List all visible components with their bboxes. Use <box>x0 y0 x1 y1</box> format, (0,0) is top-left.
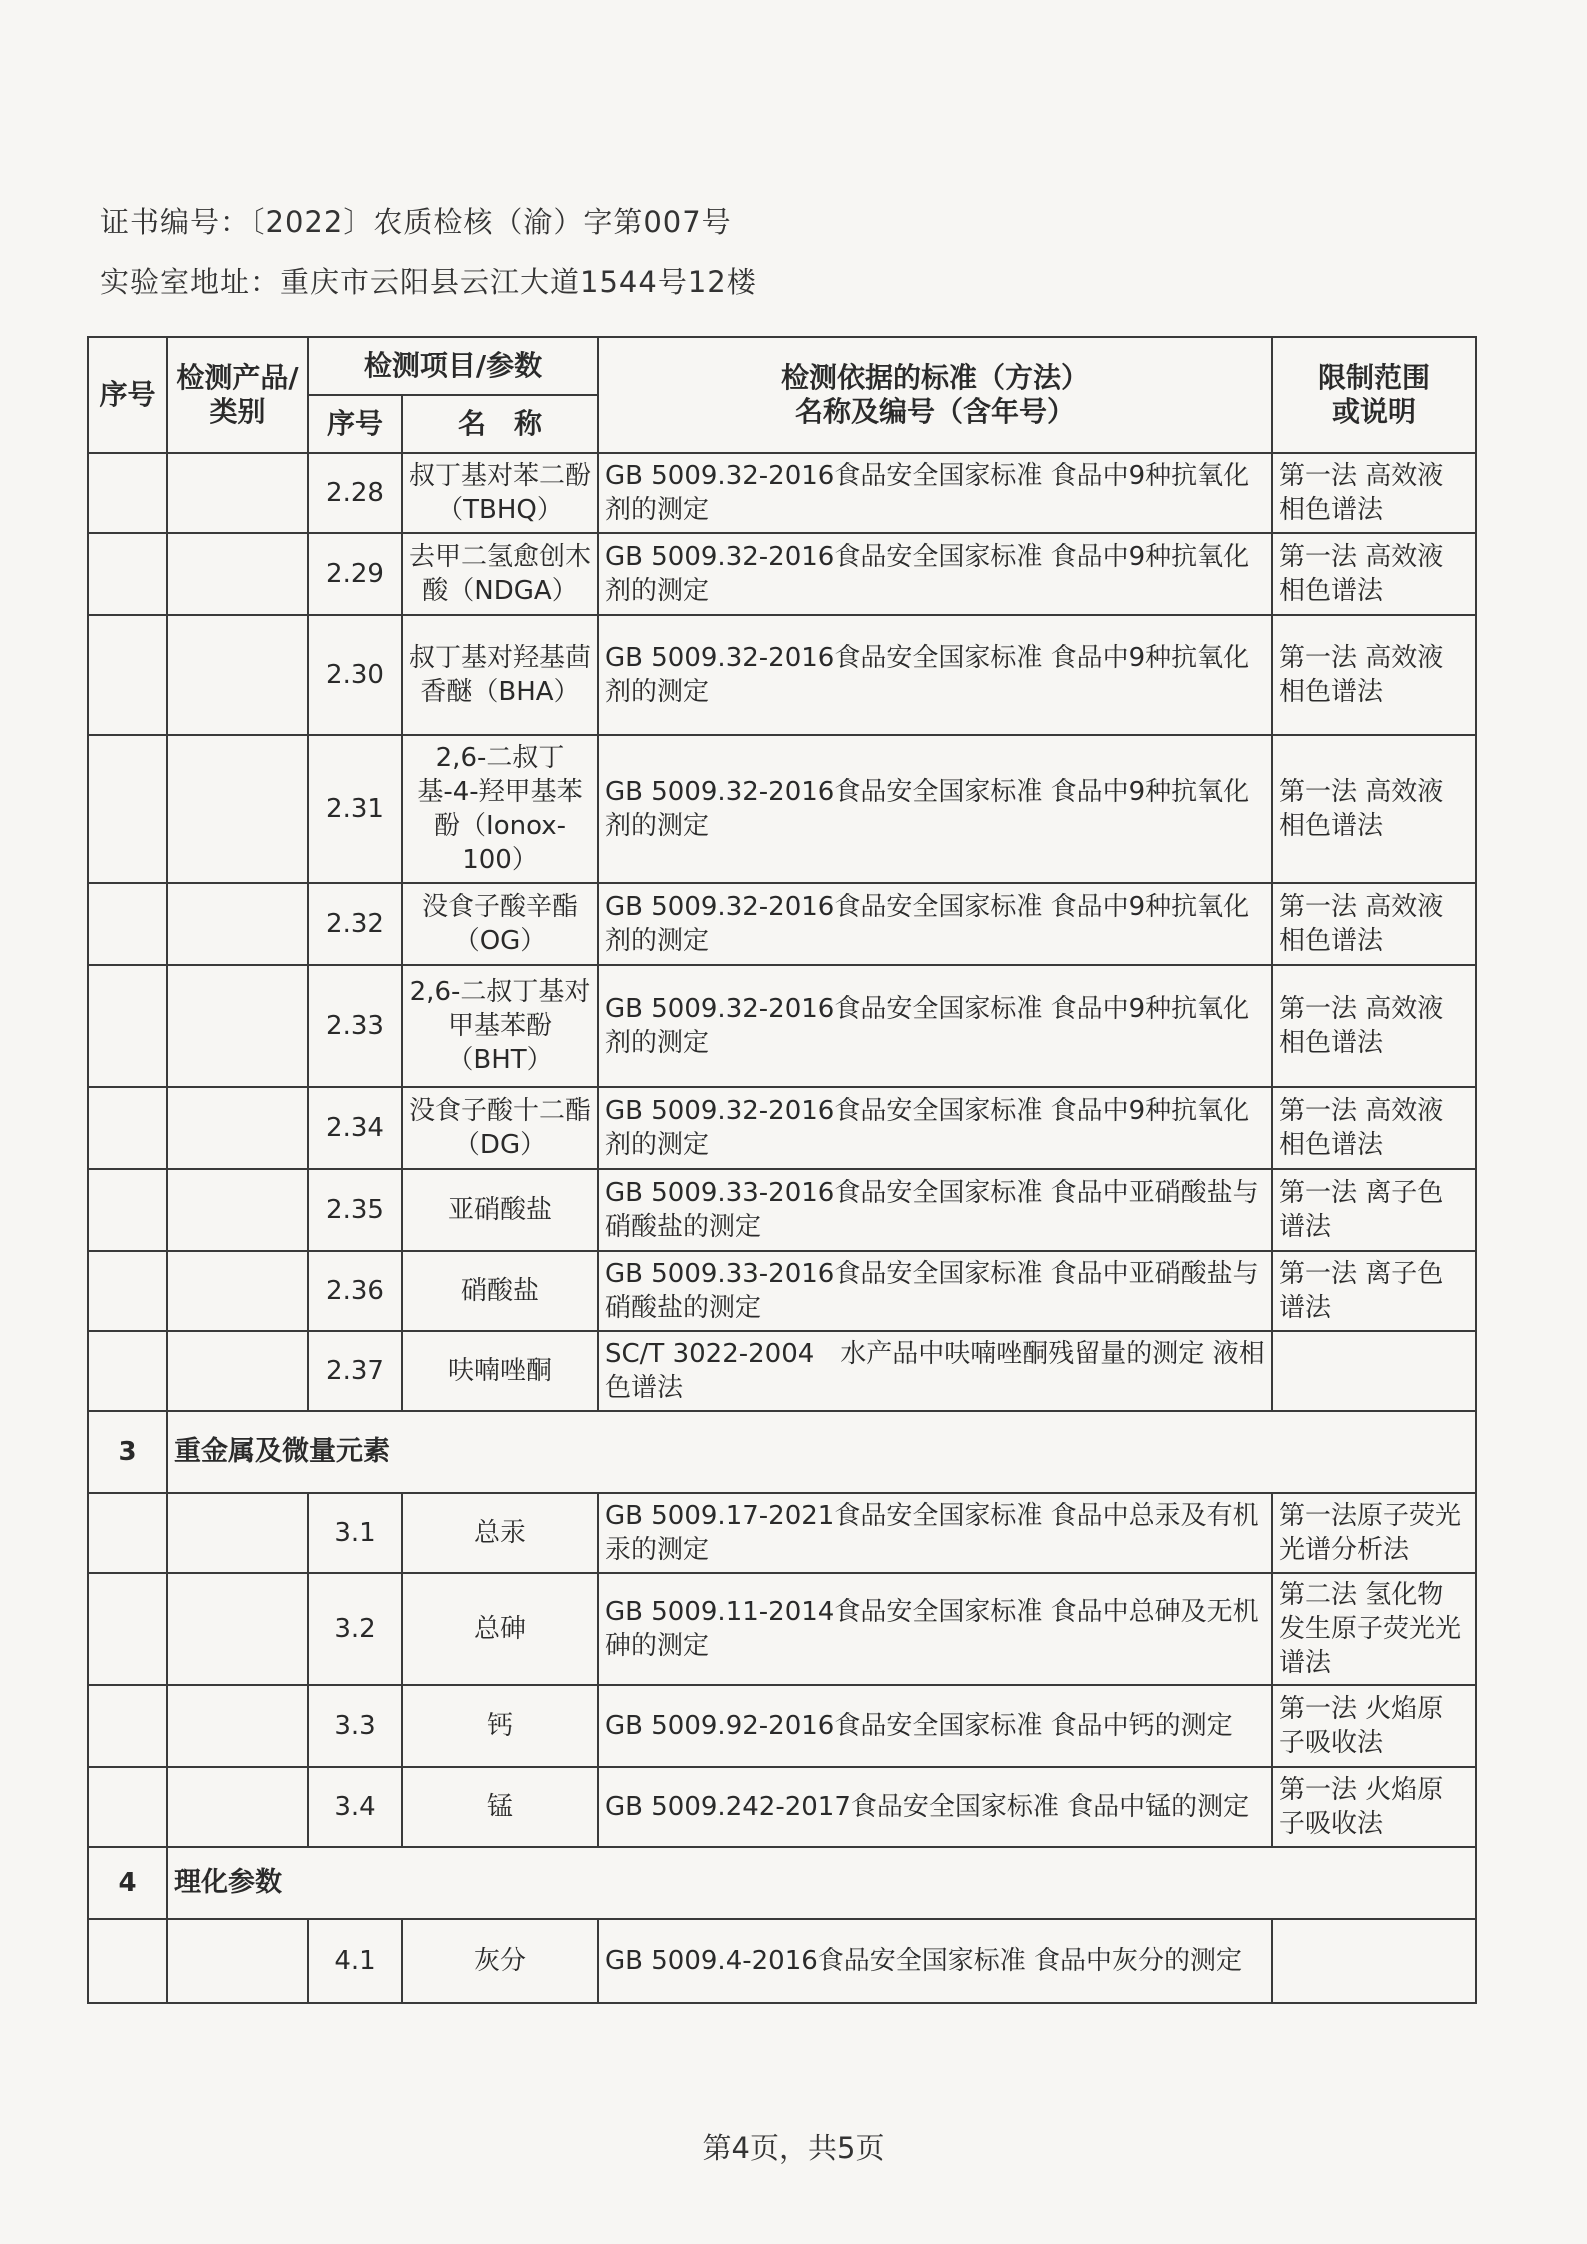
item-limit: 第一法 火焰原子吸收法 <box>1272 1685 1476 1767</box>
item-name: 总砷 <box>402 1573 598 1685</box>
row-seq-cell <box>88 735 167 883</box>
row-seq-cell <box>88 615 167 735</box>
certificate-label: 证书编号： <box>100 205 251 239</box>
item-limit: 第一法 高效液相色谱法 <box>1272 1087 1476 1169</box>
row-seq-cell <box>88 1919 167 2003</box>
item-standard: GB 5009.4-2016食品安全国家标准 食品中灰分的测定 <box>598 1919 1272 2003</box>
item-standard: GB 5009.32-2016食品安全国家标准 食品中9种抗氧化剂的测定 <box>598 615 1272 735</box>
row-category-cell <box>167 1685 308 1767</box>
item-number: 2.33 <box>308 965 402 1087</box>
table-row <box>88 735 1476 883</box>
col-header-standard <box>598 337 1272 453</box>
row-seq-cell <box>88 1087 167 1169</box>
item-standard: GB 5009.92-2016食品安全国家标准 食品中钙的测定 <box>598 1685 1272 1767</box>
item-limit: 第一法 高效液相色谱法 <box>1272 883 1476 965</box>
table-header <box>88 337 1476 453</box>
section-number: 4 <box>88 1847 167 1919</box>
item-number: 2.30 <box>308 615 402 735</box>
table-row <box>88 1169 1476 1251</box>
row-category-cell <box>167 1919 308 2003</box>
section-number: 3 <box>88 1411 167 1493</box>
item-standard: GB 5009.32-2016食品安全国家标准 食品中9种抗氧化剂的测定 <box>598 735 1272 883</box>
item-standard: GB 5009.33-2016食品安全国家标准 食品中亚硝酸盐与硝酸盐的测定 <box>598 1251 1272 1331</box>
col-header-standard-line1: 检测依据的标准（方法） <box>781 361 1090 394</box>
item-limit: 第一法 高效液相色谱法 <box>1272 453 1476 533</box>
row-category-cell <box>167 735 308 883</box>
section-name: 重金属及微量元素 <box>167 1411 1476 1493</box>
item-limit <box>1272 1919 1476 2003</box>
item-name: 没食子酸十二酯（DG） <box>402 1087 598 1169</box>
item-name: 灰分 <box>402 1919 598 2003</box>
item-number: 2.36 <box>308 1251 402 1331</box>
table-row <box>88 1685 1476 1767</box>
item-number: 3.1 <box>308 1493 402 1573</box>
item-standard: SC/T 3022-2004 水产品中呋喃唑酮残留量的测定 液相色谱法 <box>598 1331 1272 1411</box>
item-limit: 第一法 离子色谱法 <box>1272 1251 1476 1331</box>
table-row <box>88 533 1476 615</box>
table-row <box>88 883 1476 965</box>
row-seq-cell <box>88 1685 167 1767</box>
item-standard: GB 5009.242-2017食品安全国家标准 食品中锰的测定 <box>598 1767 1272 1847</box>
item-standard: GB 5009.32-2016食品安全国家标准 食品中9种抗氧化剂的测定 <box>598 453 1272 533</box>
item-name: 呋喃唑酮 <box>402 1331 598 1411</box>
certificate-value: 〔2022〕农质检核（渝）字第007号 <box>250 205 732 239</box>
item-limit: 第一法 高效液相色谱法 <box>1272 735 1476 883</box>
table-body <box>88 453 1476 2003</box>
row-seq-cell <box>88 453 167 533</box>
col-header-item-seq: 序号 <box>308 395 402 453</box>
item-name: 叔丁基对羟基茴香醚（BHA） <box>402 615 598 735</box>
row-seq-cell <box>88 1331 167 1411</box>
item-name: 总汞 <box>402 1493 598 1573</box>
item-number: 3.2 <box>308 1573 402 1685</box>
table-row <box>88 1331 1476 1411</box>
item-name: 叔丁基对苯二酚（TBHQ） <box>402 453 598 533</box>
item-name: 2,6-二叔丁基-4-羟甲基苯酚（Ionox-100） <box>402 735 598 883</box>
item-number: 4.1 <box>308 1919 402 2003</box>
item-standard: GB 5009.32-2016食品安全国家标准 食品中9种抗氧化剂的测定 <box>598 965 1272 1087</box>
address-value: 重庆市云阳县云江大道1544号12楼 <box>280 265 757 299</box>
address-label: 实验室地址： <box>100 265 281 299</box>
certificate-number-line <box>100 200 732 241</box>
item-number: 2.31 <box>308 735 402 883</box>
item-number: 3.3 <box>308 1685 402 1767</box>
col-header-seq: 序号 <box>88 337 167 453</box>
item-name: 锰 <box>402 1767 598 1847</box>
row-category-cell <box>167 1251 308 1331</box>
row-category-cell <box>167 1087 308 1169</box>
item-limit: 第一法 火焰原子吸收法 <box>1272 1767 1476 1847</box>
row-category-cell <box>167 533 308 615</box>
item-number: 2.37 <box>308 1331 402 1411</box>
section-name: 理化参数 <box>167 1847 1476 1919</box>
col-header-item-name: 名 称 <box>402 395 598 453</box>
row-category-cell <box>167 1169 308 1251</box>
item-number: 3.4 <box>308 1767 402 1847</box>
item-number: 2.29 <box>308 533 402 615</box>
item-standard: GB 5009.17-2021食品安全国家标准 食品中总汞及有机汞的测定 <box>598 1493 1272 1573</box>
row-category-cell <box>167 1767 308 1847</box>
row-category-cell <box>167 1493 308 1573</box>
item-standard: GB 5009.11-2014食品安全国家标准 食品中总砷及无机砷的测定 <box>598 1573 1272 1685</box>
item-limit: 第一法 高效液相色谱法 <box>1272 965 1476 1087</box>
item-name: 亚硝酸盐 <box>402 1169 598 1251</box>
table-row <box>88 1087 1476 1169</box>
row-seq-cell <box>88 1767 167 1847</box>
item-number: 2.32 <box>308 883 402 965</box>
item-name: 2,6-二叔丁基对甲基苯酚（BHT） <box>402 965 598 1087</box>
section-row <box>88 1411 1476 1493</box>
item-limit: 第一法原子荧光光谱分析法 <box>1272 1493 1476 1573</box>
lab-address-line <box>100 260 757 301</box>
item-name: 钙 <box>402 1685 598 1767</box>
row-category-cell <box>167 1331 308 1411</box>
row-seq-cell <box>88 1573 167 1685</box>
section-row <box>88 1847 1476 1919</box>
table-row <box>88 453 1476 533</box>
row-category-cell <box>167 1573 308 1685</box>
col-header-item-group: 检测项目/参数 <box>308 337 598 395</box>
col-header-category: 检测产品/类别 <box>167 337 308 453</box>
item-limit: 第二法 氢化物发生原子荧光光谱法 <box>1272 1573 1476 1685</box>
item-name: 硝酸盐 <box>402 1251 598 1331</box>
row-seq-cell <box>88 1493 167 1573</box>
item-limit: 第一法 高效液相色谱法 <box>1272 615 1476 735</box>
row-category-cell <box>167 883 308 965</box>
table-row <box>88 1493 1476 1573</box>
row-category-cell <box>167 615 308 735</box>
test-items-table <box>87 336 1477 2004</box>
item-number: 2.28 <box>308 453 402 533</box>
row-category-cell <box>167 453 308 533</box>
item-name: 没食子酸辛酯（OG） <box>402 883 598 965</box>
item-limit <box>1272 1331 1476 1411</box>
col-header-limit-line1: 限制范围 <box>1318 361 1431 394</box>
row-seq-cell <box>88 1251 167 1331</box>
item-standard: GB 5009.32-2016食品安全国家标准 食品中9种抗氧化剂的测定 <box>598 883 1272 965</box>
item-standard: GB 5009.32-2016食品安全国家标准 食品中9种抗氧化剂的测定 <box>598 1087 1272 1169</box>
table-row <box>88 615 1476 735</box>
item-number: 2.35 <box>308 1169 402 1251</box>
row-seq-cell <box>88 883 167 965</box>
row-seq-cell <box>88 533 167 615</box>
item-name: 去甲二氢愈创木酸（NDGA） <box>402 533 598 615</box>
item-limit: 第一法 高效液相色谱法 <box>1272 533 1476 615</box>
item-limit: 第一法 离子色谱法 <box>1272 1169 1476 1251</box>
row-seq-cell <box>88 965 167 1087</box>
table-row <box>88 1251 1476 1331</box>
table-row <box>88 1573 1476 1685</box>
col-header-limit <box>1272 337 1476 453</box>
row-category-cell <box>167 965 308 1087</box>
col-header-limit-line2: 或说明 <box>1332 395 1417 428</box>
table-row <box>88 1919 1476 2003</box>
item-standard: GB 5009.33-2016食品安全国家标准 食品中亚硝酸盐与硝酸盐的测定 <box>598 1169 1272 1251</box>
item-number: 2.34 <box>308 1087 402 1169</box>
item-standard: GB 5009.32-2016食品安全国家标准 食品中9种抗氧化剂的测定 <box>598 533 1272 615</box>
col-header-standard-line2: 名称及编号（含年号） <box>795 395 1076 428</box>
table-row <box>88 1767 1476 1847</box>
row-seq-cell <box>88 1169 167 1251</box>
table-row <box>88 965 1476 1087</box>
page-footer: 第4页，共5页 <box>702 2131 885 2165</box>
